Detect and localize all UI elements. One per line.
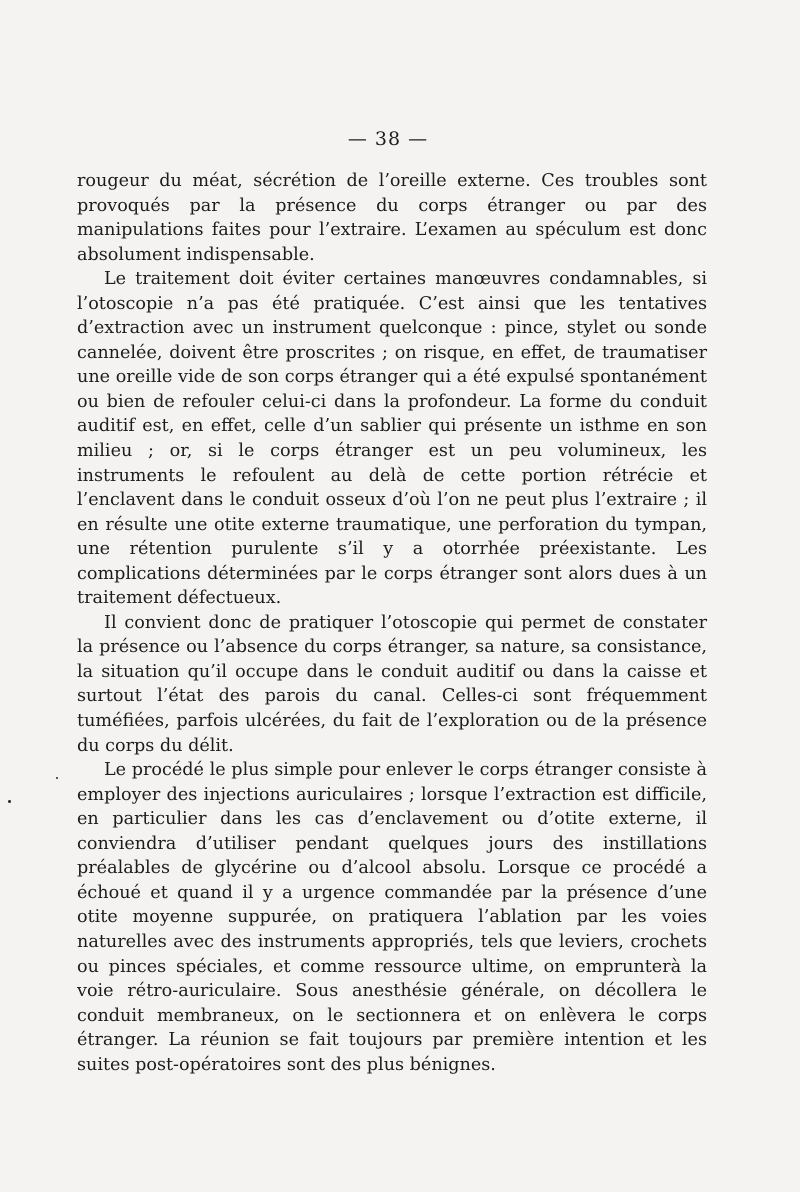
paragraph-1: rougeur du méat, sécrétion de l’oreille externe. Ces troubles sont provoqués par la présence du corps étranger ou par des manipulations faites pour l’extraire. L’examen au spéculum est donc absolument indispensable. (77, 171, 707, 265)
paragraph-4: Le procédé le plus simple pour enlever le corps étranger consiste à employer des injections auriculaires ; lorsque l’extraction est difficile, en particulier dans les cas d’enclavement ou d’otite externe, il conviendra d’utiliser pendant quelques jours des instillations préalables de glycérine ou d’alcool absolu. Lorsque ce procédé a échoué et quand il y a urgence commandée par la présence d’une otite moyenne suppurée, on pratiquera l’ablation par les voies naturelles avec des instruments appropriés, tels que leviers, crochets ou pinces spéciales, et comme ressource ultime, on emprunterà la voie rétro-auriculaire. Sous anesthésie générale, on décollera le conduit membraneux, on le sectionnera et on enlèvera le corps étranger. La réunion se fait toujours par première intention et les suites post-opératoires sont des plus bénignes. (77, 760, 707, 1075)
body-text (77, 169, 707, 1077)
paragraph-3: Il convient donc de pratiquer l’otoscopie qui permet de constater la présence ou l’absence du corps étranger, sa nature, sa consistance, la situation qu’il occupe dans le conduit auditif ou dans la caisse et surtout l’état des parois du canal. Celles-ci sont fréquemment tuméfiées, parfois ulcérées, du fait de l’exploration ou de la présence du corps du délit. (77, 612, 707, 756)
ink-speck (8, 800, 11, 803)
page-number: — 38 — (347, 128, 429, 150)
ink-speck (56, 777, 58, 779)
paragraph-2: Le traitement doit éviter certaines manœuvres condamnables, si l’otoscopie n’a pas été pratiquée. C’est ainsi que les tentatives d’extraction avec un instrument quelconque : pince, stylet ou sonde cannelée, doivent être proscrites ; on risque, en effet, de traumatiser une oreille vide de son corps étranger qui a été expulsé spontanément ou bien de refouler celui-ci dans la profondeur. La forme du conduit auditif est, en effet, celle d’un sablier qui présente un isthme en son milieu ; or, si le corps étranger est un peu volumineux, les instruments le refoulent au delà de cette portion rétrécie et l’enclavent dans le conduit osseux d’où l’on ne peut plus l’extraire ; il en résulte une otite externe traumatique, une perforation du tympan, une rétention purulente s’il y a otorrhée préexistante. Les complications déterminées par le corps étranger sont alors dues à un traitement défectueux. (77, 269, 707, 609)
